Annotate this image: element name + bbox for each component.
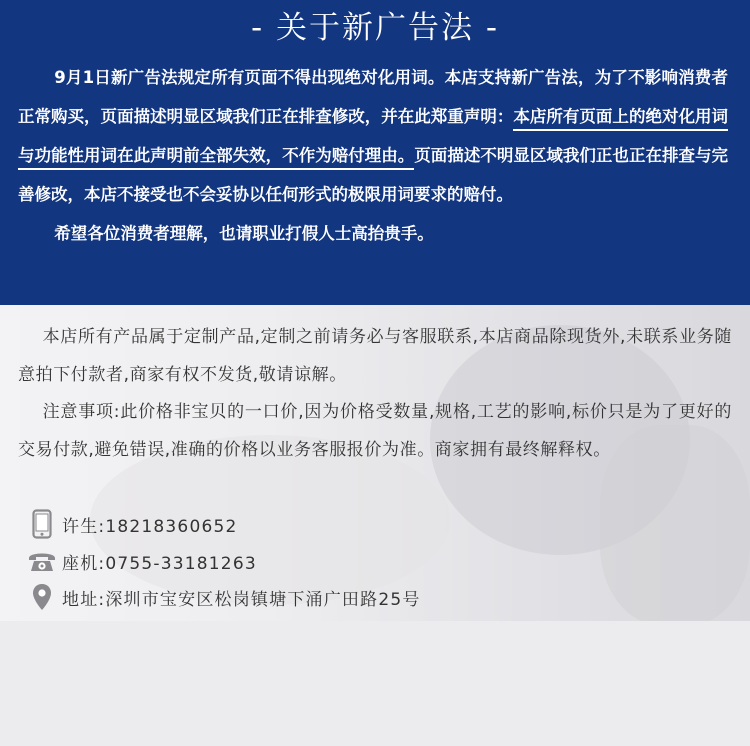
contact-address xyxy=(28,581,421,613)
notice-body xyxy=(18,58,728,253)
notice-text-closing: 页面描述不明显区域我们正也正在排查与完善修改，本店不接受也不会妥协以任何形式的极限用词要求的赔付。 xyxy=(18,146,729,204)
notice-title: - 关于新广告法 - xyxy=(250,10,500,46)
notice-paragraph-2: 希望各位消费者理解，也请职业打假人士高抬贵手。 xyxy=(54,224,434,243)
ad-law-notice-banner xyxy=(0,0,750,305)
contact-address-text: 地址:深圳市宝安区松岗镇塘下涌广田路25号 xyxy=(62,589,421,610)
store-policy-text xyxy=(18,319,732,469)
telephone-icon xyxy=(28,546,56,576)
contact-landline-text: 座机:0755-33181263 xyxy=(62,553,257,574)
store-info-section xyxy=(0,305,750,621)
notice-text-intro: 9月1日新广告法规定所有页面不得出现绝对化用词。本店支持新广告法，为了不影响消费者正常购买，页面描述明显区域我们正在排查修改，并在此郑重声明： xyxy=(18,68,728,126)
contact-mobile-text: 许生:18218360652 xyxy=(62,516,238,537)
pricing-notice: 注意事项:此价格非宝贝的一口价,因为价格受数量,规格,工艺的影响,标价只是为了更好的交易付款,避免错误,准确的价格以业务客服报价为准。商家拥有最终解释权。 xyxy=(18,402,732,460)
notice-paragraph-1 xyxy=(18,58,728,214)
notice-text-declaration: 本店所有页面上的绝对化用词与功能性用词在此声明前全部失效，不作为赔付理由。 xyxy=(18,107,728,170)
empty-footer-area xyxy=(0,621,750,746)
custom-product-notice: 本店所有产品属于定制产品,定制之前请务必与客服联系,本店商品除现货外,未联系业务随意拍下付款者,商家有权不发货,敬请谅解。 xyxy=(18,327,732,385)
contact-mobile xyxy=(28,508,238,540)
mobile-phone-icon xyxy=(28,509,56,539)
contact-landline xyxy=(28,545,257,577)
location-pin-icon xyxy=(28,582,56,612)
